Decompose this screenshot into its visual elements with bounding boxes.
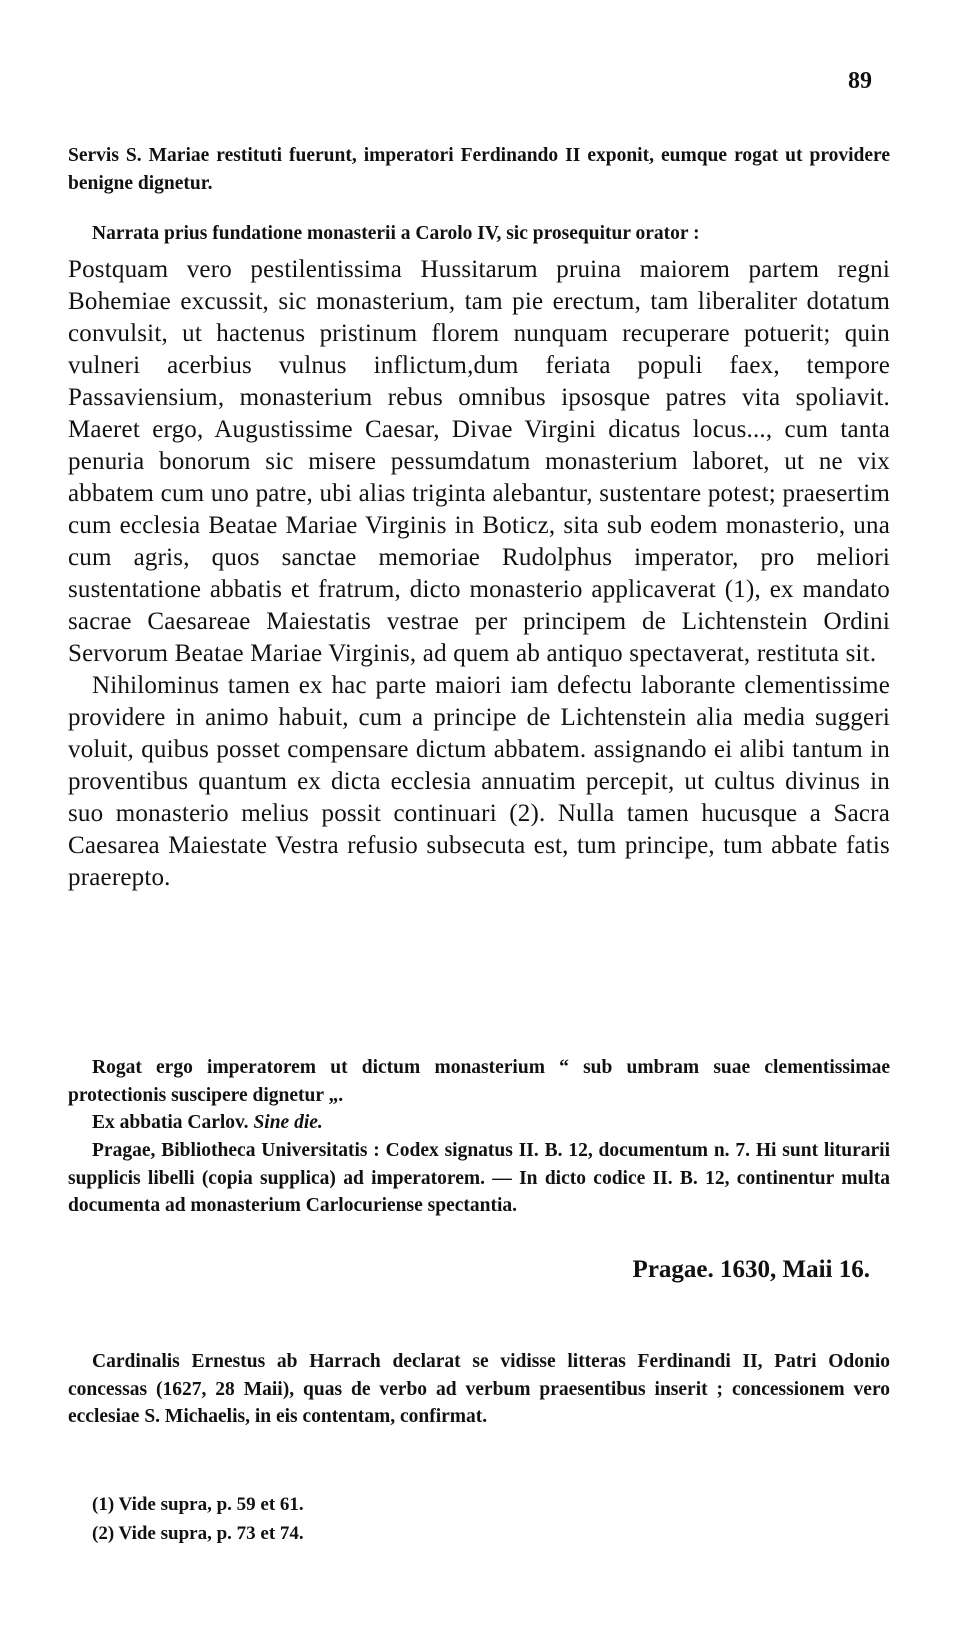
narrata-text: Narrata prius fundatione monasterii a Carolo IV, sic prosequitur orator : — [92, 223, 700, 244]
rogat-text: Rogat ergo imperatorem ut dictum monasterium “ sub umbram suae clementissimae protectionis suscipere dignetur „. — [68, 1057, 890, 1106]
main-paragraph-1: Postquam vero pestilentissima Hussitarum pruina maiorem partem regni Bohemiae excussit, sic monasterium, tam pie erectum, tam liberaliter dotatum convulsit, ut hactenus pristinum florem nunquam recuperare potuerit; quin vulneri acerbius vulnus inflictum,dum feriata populi faex, tempore Passaviensium, monasterium rebus omnibus ipsosque patres vita spoliavit. Maeret ergo, Augustissime Caesar, Divae Virgini dicatus locus..., cum tanta penuria bonorum sic misere pessumdatum monasterium laboret, ut ne vix abbatem cum uno patre, ubi alias triginta alebantur, sustentare potest; praesertim cum ecclesia Beatae Mariae Virginis in Boticz, sita sub eodem monasterio, una cum agris, quos sanctae memoriae Rudolphus imperator, pro meliori sustentatione abbatis et fratrum, dicto monasterio applicaverat (1), ex mandato sacrae Caesareae Maiestatis vestrae per principem de Lichtenstein Ordini Servorum Beatae Mariae Virginis, ad quem ab antiquo spectaverat, restituta sit. — [68, 256, 890, 667]
source-line — [68, 1109, 890, 1137]
archive-text: Pragae, Bibliotheca Universitatis : Codex signatus II. B. 12, documentum n. 7. Hi sunt liturarii supplicis libelli (copia supplica) ad imperatorem. — In dicto codice II. B. 12, continentur multa documenta ad monasterium Carlocuriense spectantia. — [68, 1140, 890, 1217]
page-number: 89 — [848, 68, 872, 94]
footnotes — [92, 1490, 914, 1549]
notes-block — [68, 1054, 890, 1220]
cardinal-text: Cardinalis Ernestus ab Harrach declarat se vidisse litteras Ferdinandi II, Patri Odonio concessas (1627, 28 Maii), quas de verbo ad verbum praesentibus inserit ; concessionem vero ecclesiae S. Michaelis, in eis contentam, confirmat. — [68, 1351, 890, 1428]
main-paragraph-2: Nihilominus tamen ex hac parte maiori iam defectu laborante clementissime providere in animo habuit, cum a principe de Lichtenstein alia media suggeri voluit, quibus posset compensare dictum abbatem. assignando ei alibi tantum in proventibus quantum ex dicta ecclesia annuatim percepit, ut cultus divinus in suo monasterio melius possit continuari (2). Nulla tamen hucusque a Sacra Caesarea Maiestate Vestra refusio subsecuta est, tum principe, tum abbate fatis praerepto. — [68, 672, 890, 891]
source-prefix: Ex abbatia Carlov. — [92, 1112, 249, 1134]
intro-paragraph — [68, 142, 890, 197]
main-text-block — [68, 254, 890, 894]
source-italic: Sine die. — [253, 1112, 323, 1134]
date-heading: Pragae. 1630, Maii 16. — [632, 1256, 870, 1283]
intro-text: Servis S. Mariae restituti fuerunt, imperatori Ferdinando II exponit, eumque rogat ut providere benigne dignetur. — [68, 145, 890, 194]
narrata-paragraph — [68, 220, 890, 248]
footnote: (2) Vide supra, p. 73 et 74. — [92, 1523, 304, 1545]
footnote: (1) Vide supra, p. 59 et 61. — [92, 1494, 304, 1515]
cardinal-paragraph — [68, 1348, 890, 1431]
